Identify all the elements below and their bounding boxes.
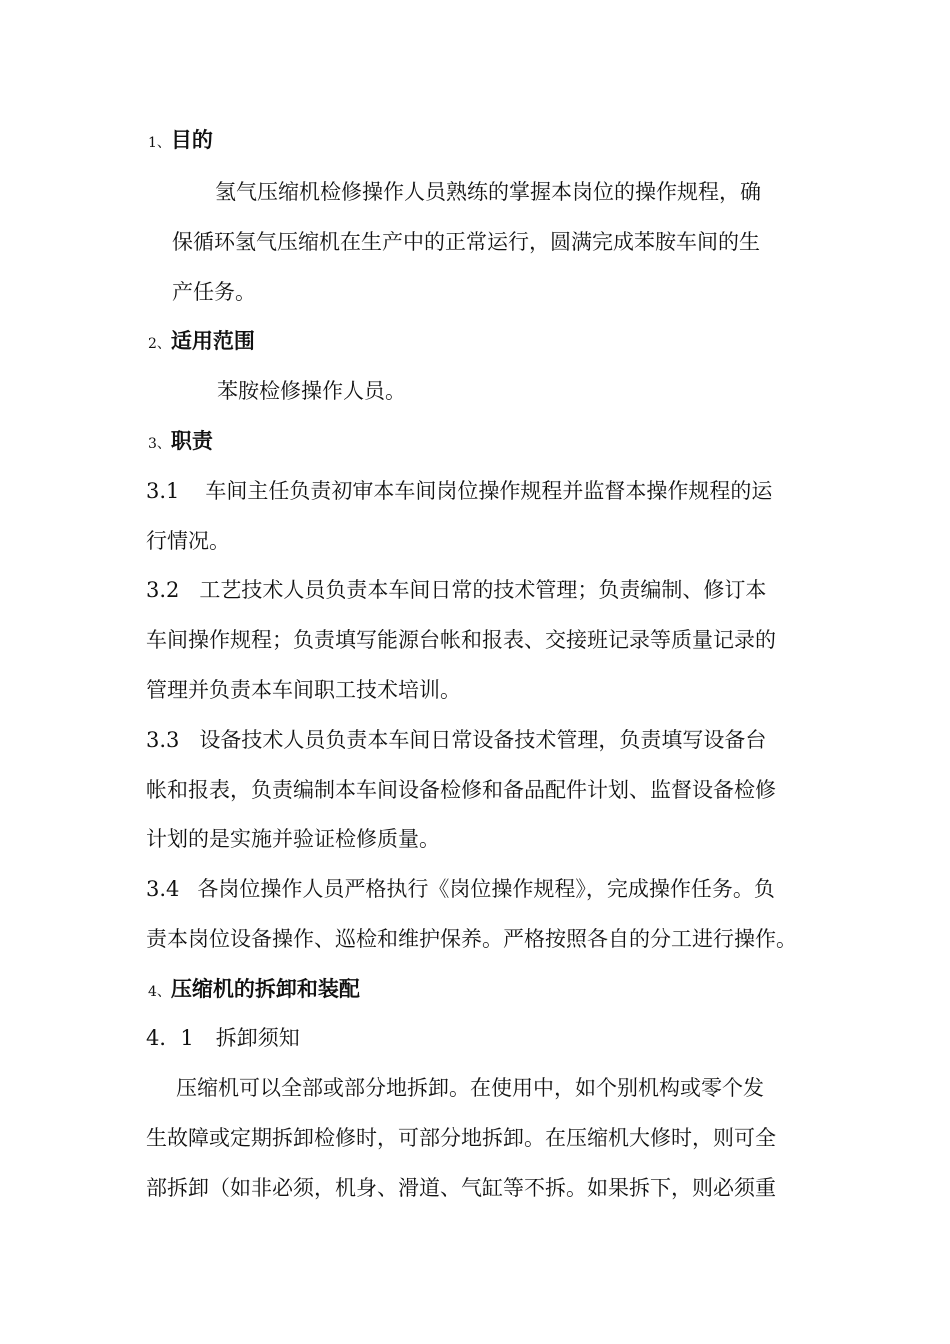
- paragraph-line: 压缩机可以全部或部分地拆卸。在使用中，如个别机构或零个发: [176, 1076, 764, 1100]
- paragraph-line: 产任务。: [172, 280, 256, 304]
- section-title: 目的: [170, 127, 213, 152]
- paragraph-line: 部拆卸（如非必须，机身、滑道、气缸等不拆。如果拆下，则必须重: [146, 1176, 776, 1200]
- subsection-number: 4．1: [146, 1026, 194, 1050]
- section-1-heading: [148, 125, 213, 158]
- paragraph-line: 责本岗位设备操作、巡检和维护保养。严格按照各自的分工进行操作。: [146, 927, 797, 951]
- item-number: 3.1: [146, 479, 180, 503]
- item-number: 3.2: [146, 578, 180, 602]
- subsection-title: 拆卸须知: [215, 1026, 300, 1050]
- section-title: 职责: [170, 428, 213, 453]
- item-3-2-line: [146, 575, 766, 605]
- item-3-4-line: [146, 874, 775, 904]
- paragraph-line: 管理并负责本车间职工技术培训。: [146, 678, 461, 702]
- item-number: 3.4: [146, 877, 180, 901]
- section-3-heading: [148, 426, 213, 459]
- paragraph-line: 计划的是实施并验证检修质量。: [146, 827, 440, 851]
- subsection-4-1-heading: [146, 1023, 300, 1053]
- item-text: 工艺技术人员负责本车间日常的技术管理；负责编制、修订本: [199, 578, 767, 602]
- paragraph-line: 车间操作规程；负责填写能源台帐和报表、交接班记录等质量记录的: [146, 628, 776, 652]
- paragraph-line: 保循环氢气压缩机在生产中的正常运行，圆满完成苯胺车间的生: [172, 230, 760, 254]
- item-text: 各岗位操作人员严格执行《岗位操作规程》，完成操作任务。负: [197, 877, 775, 901]
- section-number: 2、: [148, 336, 171, 352]
- paragraph-line: 氢气压缩机检修操作人员熟练的掌握本岗位的操作规程，确: [215, 180, 761, 204]
- section-number: 4、: [148, 984, 171, 1000]
- section-2-heading: [148, 326, 255, 359]
- paragraph-line: 行情况。: [146, 529, 230, 553]
- item-3-1-line: [146, 476, 772, 506]
- section-4-heading: [148, 974, 360, 1007]
- paragraph-line: 帐和报表，负责编制本车间设备检修和备品配件计划、监督设备检修: [146, 778, 776, 802]
- section-title: 适用范围: [170, 328, 255, 353]
- paragraph-line: 生故障或定期拆卸检修时，可部分地拆卸。在压缩机大修时，则可全: [146, 1126, 776, 1150]
- section-title: 压缩机的拆卸和装配: [170, 976, 360, 1001]
- section-number: 1、: [148, 135, 171, 151]
- item-text: 设备技术人员负责本车间日常设备技术管理，负责填写设备台: [199, 728, 767, 752]
- item-number: 3.3: [146, 728, 180, 752]
- item-3-3-line: [146, 725, 766, 755]
- paragraph-line: 苯胺检修操作人员。: [217, 379, 406, 403]
- section-number: 3、: [148, 436, 171, 452]
- item-text: 车间主任负责初审本车间岗位操作规程并监督本操作规程的运: [205, 479, 773, 503]
